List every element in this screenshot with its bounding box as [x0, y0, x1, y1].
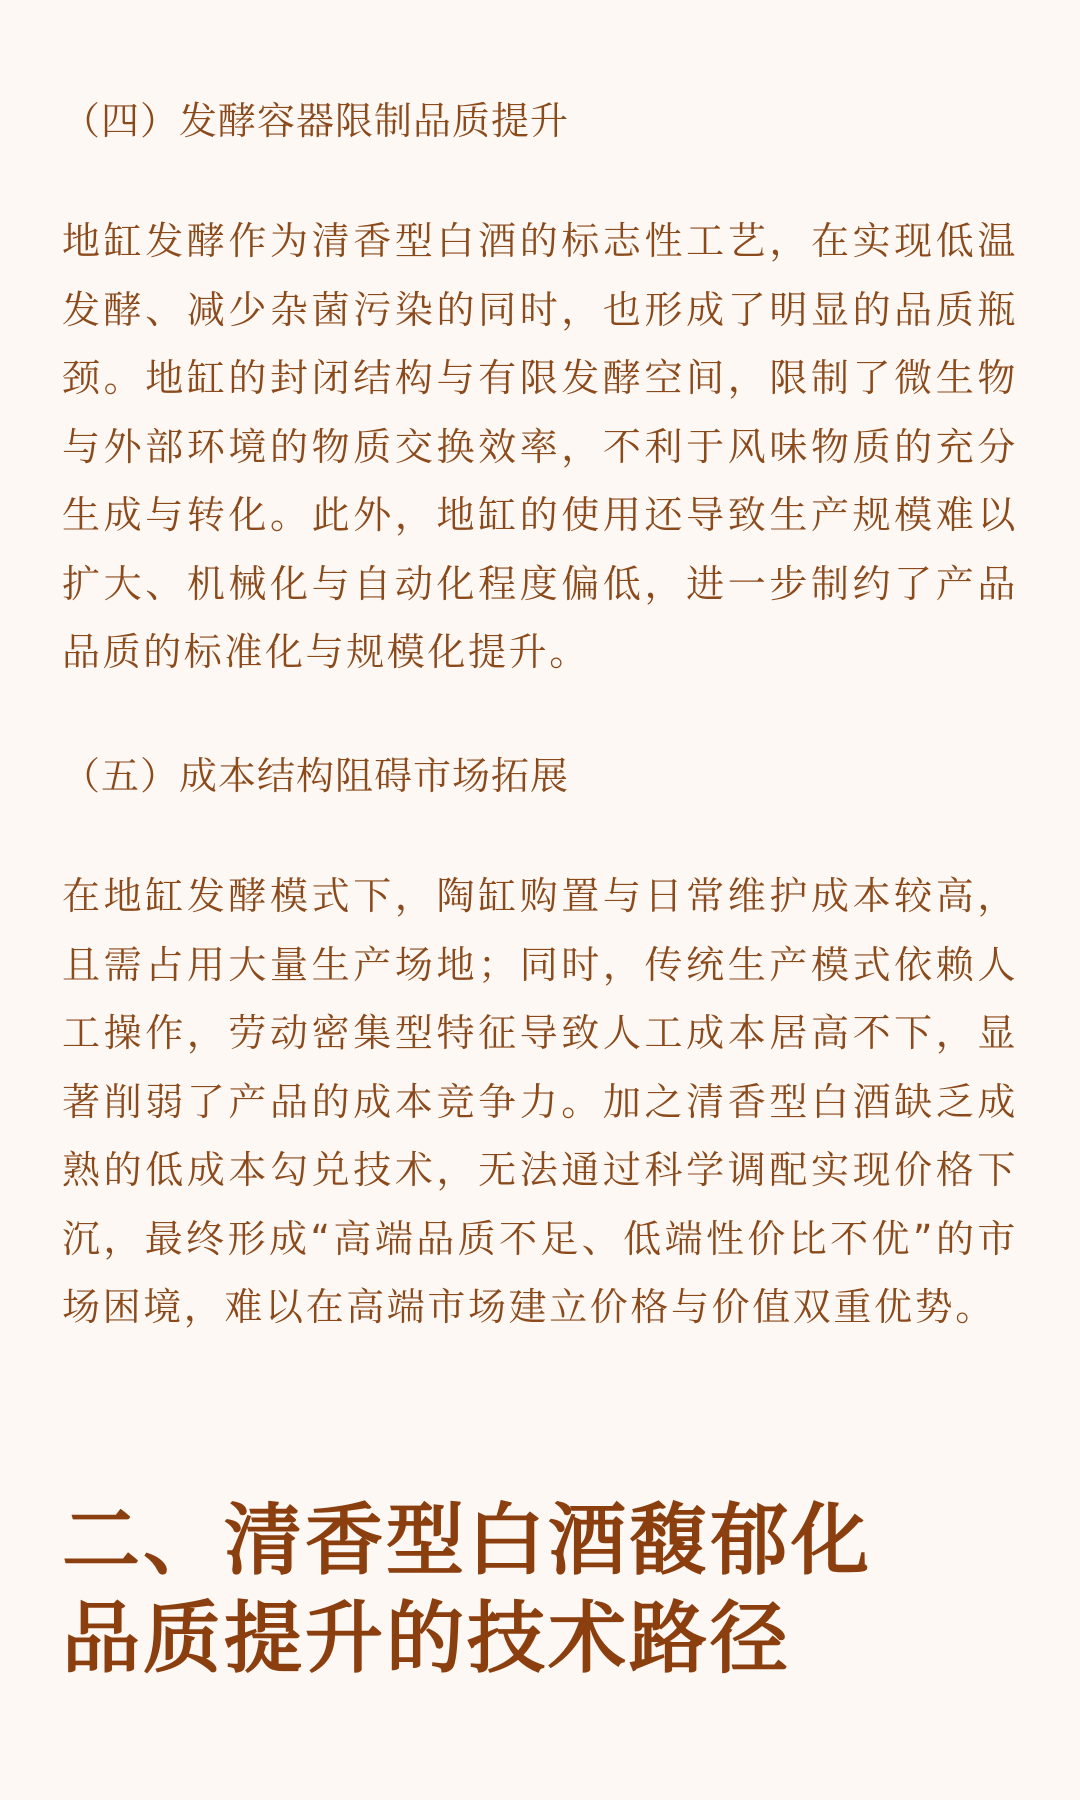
paragraph-fermentation-container: 地缸发酵作为清香型白酒的标志性工艺，在实现低温发酵、减少杂菌污染的同时，也形成了明显的品质瓶颈。地缸的封闭结构与有限发酵空间，限制了微生物与外部环境的物质交换效率，不利于风味物质的充分生成与转化。此外，地缸的使用还导致生产规模难以扩大、机械化与自动化程度偏低，进一步制约了产品品质的标准化与规模化提升。 [62, 219, 1018, 674]
section-title-line-1: 二、清香型白酒馥郁化 [62, 1496, 873, 1586]
section-title [62, 1492, 1018, 1688]
subheading-fermentation-container: （四）发酵容器限制品质提升 [62, 99, 570, 143]
paragraph-cost-structure: 在地缸发酵模式下，陶缸购置与日常维护成本较高，且需占用大量生产场地；同时，传统生产模式依赖人工操作，劳动密集型特征导致人工成本居高不下，显著削弱了产品的成本竞争力。加之清香型白酒缺乏成熟的低成本勾兑技术，无法通过科学调配实现价格下沉，最终形成“高端品质不足、低端性价比不优”的市场困境，难以在高端市场建立价格与价值双重优势。 [62, 874, 1018, 1329]
subheading-cost-structure: （五）成本结构阻碍市场拓展 [62, 754, 570, 798]
section-title-line-2: 品质提升的技术路径 [62, 1594, 792, 1684]
